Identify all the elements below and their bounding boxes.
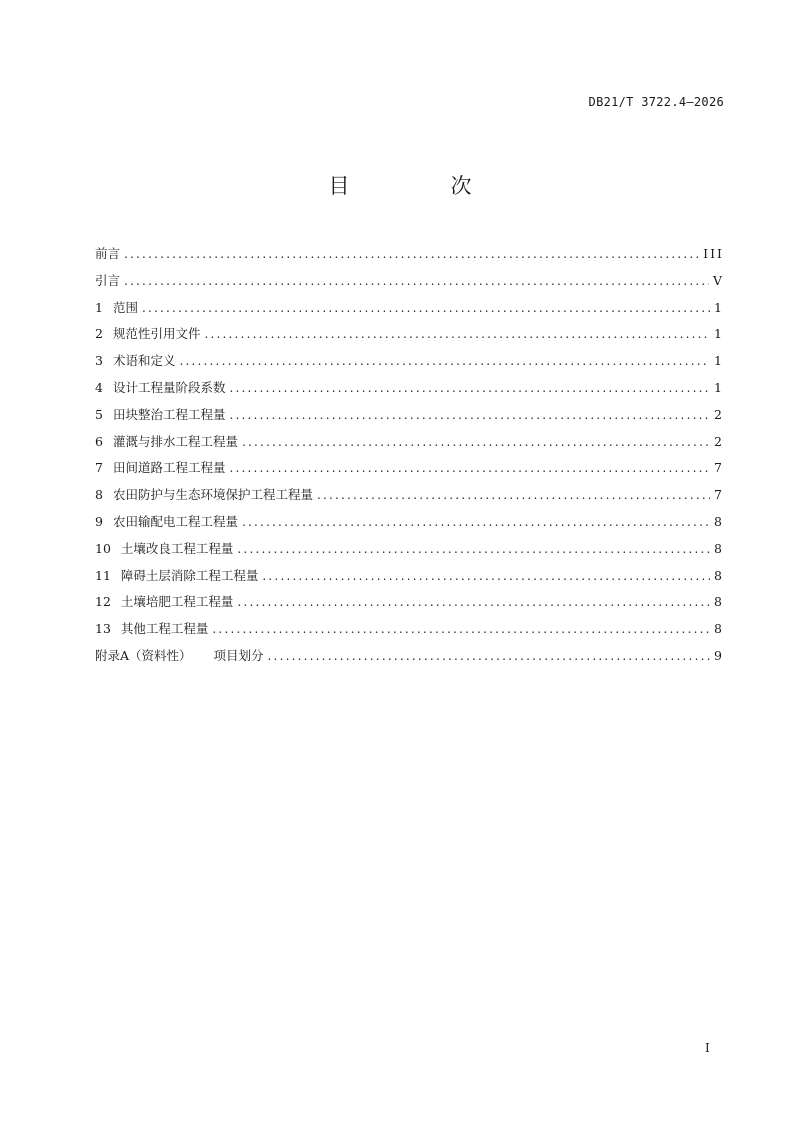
toc-page-number: 1 [714, 379, 724, 395]
toc-entry-foreword[interactable] [95, 241, 724, 268]
toc-appendix-title: 项目划分 [213, 647, 264, 663]
toc-entry-12[interactable] [95, 589, 724, 616]
toc-entry-13[interactable] [95, 616, 724, 643]
toc-entry-3[interactable] [95, 348, 724, 375]
toc-entry-number: 13 [95, 621, 111, 637]
toc-page-number: 1 [714, 326, 724, 342]
toc-entry-5[interactable] [95, 402, 724, 429]
toc-entry-label: 设计工程量阶段系数 [112, 379, 226, 395]
toc-entry-label: 障碍土层消除工程工程量 [120, 567, 259, 583]
toc-entry-number: 7 [95, 460, 103, 476]
toc-entry-number: 10 [95, 540, 111, 556]
toc-entry-label: 农田防护与生态环境保护工程工程量 [112, 487, 313, 503]
toc-entry-1[interactable] [95, 295, 724, 322]
toc-entry-label: 田间道路工程工程量 [112, 460, 226, 476]
toc-entry-label [95, 643, 264, 670]
toc-page-number: 7 [714, 487, 724, 503]
toc-page-number: 8 [714, 621, 724, 637]
toc-entry-appendix-a[interactable] [95, 643, 724, 670]
toc-entry-label: 土壤改良工程工程量 [120, 540, 234, 556]
toc-entry-introduction[interactable] [95, 268, 724, 295]
toc-leader-dots [212, 616, 710, 643]
toc-entry-label: 其他工程工程量 [120, 621, 209, 637]
page-title: 目 次 [328, 174, 512, 198]
toc-entry-label: 田块整治工程工程量 [112, 406, 226, 422]
toc-entry-9[interactable] [95, 509, 724, 536]
toc-leader-dots [229, 375, 710, 402]
toc-entry-label: 农田输配电工程工程量 [112, 513, 238, 529]
toc-entry-number: 2 [95, 326, 103, 342]
toc-entry-2[interactable] [95, 321, 724, 348]
toc-entry-number: 8 [95, 487, 103, 503]
toc-entry-number: 6 [95, 433, 103, 449]
toc-page-number: 2 [714, 406, 724, 422]
table-of-contents [95, 241, 724, 670]
toc-page-number: III [703, 246, 724, 261]
toc-page-number: 1 [714, 299, 724, 315]
document-code: DB21/T 3722.4—2026 [588, 95, 724, 109]
toc-entry-number: 12 [95, 594, 111, 610]
toc-page-number: 8 [714, 594, 724, 610]
toc-entry-6[interactable] [95, 429, 724, 456]
toc-leader-dots [262, 563, 710, 590]
toc-leader-dots [317, 482, 710, 509]
toc-entry-8[interactable] [95, 482, 724, 509]
toc-entry-label: 规范性引用文件 [112, 326, 201, 342]
toc-leader-dots [237, 536, 710, 563]
toc-entry-4[interactable] [95, 375, 724, 402]
toc-leader-dots [124, 241, 699, 268]
toc-page-number: 9 [714, 647, 724, 663]
toc-entry-number: 3 [95, 353, 103, 369]
toc-entry-label: 术语和定义 [112, 353, 176, 369]
toc-leader-dots [229, 402, 710, 429]
toc-page-number: 1 [714, 353, 724, 369]
toc-entry-label: 引言 [95, 272, 121, 288]
toc-entry-10[interactable] [95, 536, 724, 563]
toc-appendix-tag: 附录A（资料性） [95, 647, 192, 663]
toc-entry-number: 1 [95, 299, 103, 315]
toc-leader-dots [268, 643, 711, 670]
toc-leader-dots [242, 429, 710, 456]
toc-leader-dots [204, 321, 710, 348]
toc-leader-dots [242, 509, 710, 536]
toc-page-number: V [712, 272, 724, 288]
toc-entry-label: 土壤培肥工程工程量 [120, 594, 234, 610]
toc-entry-number: 11 [95, 567, 111, 583]
toc-entry-number: 5 [95, 406, 103, 422]
toc-entry-number: 9 [95, 513, 103, 529]
toc-page-number: 7 [714, 460, 724, 476]
toc-leader-dots [124, 268, 709, 295]
toc-page-number: 8 [714, 513, 724, 529]
toc-leader-dots [237, 589, 710, 616]
toc-entry-11[interactable] [95, 563, 724, 590]
toc-leader-dots [229, 455, 710, 482]
toc-page-number: 2 [714, 433, 724, 449]
toc-page-number: 8 [714, 567, 724, 583]
toc-entry-label: 前言 [95, 246, 121, 261]
toc-entry-number: 4 [95, 379, 103, 395]
toc-page-number: 8 [714, 540, 724, 556]
toc-entry-label: 范围 [112, 299, 138, 315]
toc-entry-7[interactable] [95, 455, 724, 482]
toc-entry-label: 灌溉与排水工程工程量 [112, 433, 238, 449]
footer-page-number: I [705, 1041, 710, 1055]
toc-leader-dots [142, 295, 710, 322]
toc-leader-dots [179, 348, 710, 375]
